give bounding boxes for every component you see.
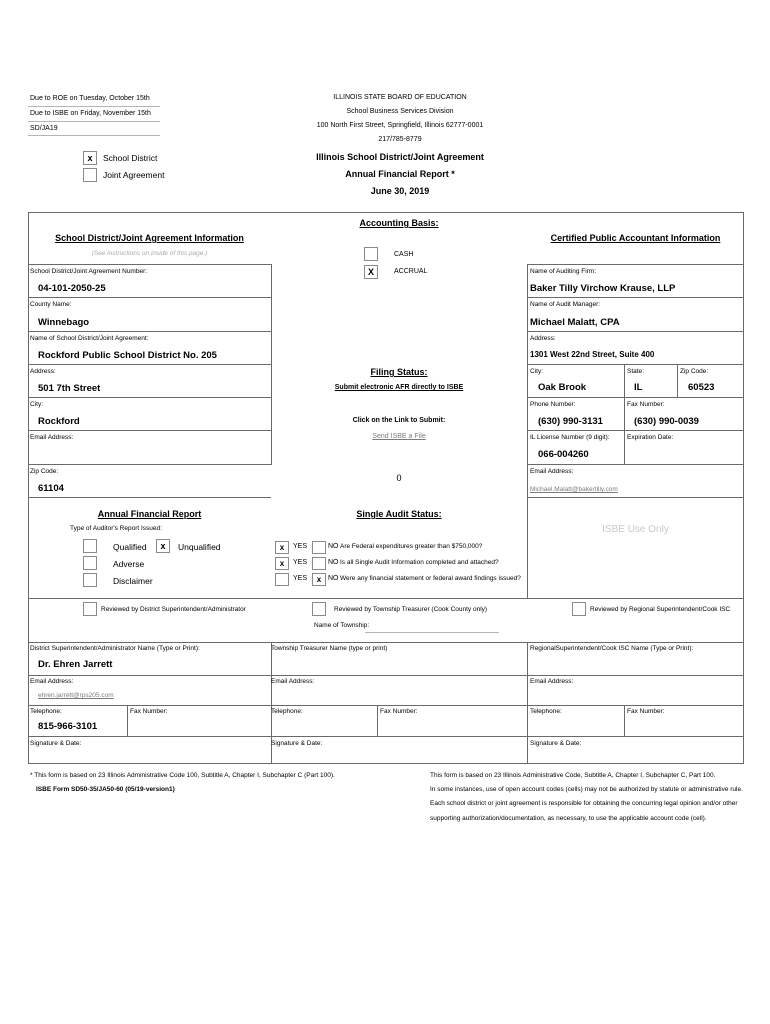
cpa-city-label: City: xyxy=(530,368,543,375)
isbe-use-only-label: ISBE Use Only xyxy=(602,524,669,535)
q2-question: Is all Single Audit Information completed and attached? xyxy=(340,559,499,566)
district-number-field[interactable]: 04-101-2050-25 xyxy=(38,283,106,294)
submit-instruction: Submit electronic AFR directly to ISBE xyxy=(334,384,464,391)
firm-field[interactable]: Baker Tilly Virchow Krause, LLP xyxy=(530,283,676,294)
county-field[interactable]: Winnebago xyxy=(38,317,90,328)
district-email-label: Email Address: xyxy=(30,434,74,441)
report-type-label: Type of Auditor's Report Issued: xyxy=(70,525,162,532)
superintendent-email-link[interactable]: ehren.jarrett@rps205.com xyxy=(38,692,114,699)
adverse-label: Adverse xyxy=(113,559,145,569)
division-name: School Business Services Division xyxy=(346,108,454,115)
regional-phone-label: Telephone: xyxy=(530,708,562,715)
superintendent-fax-label: Fax Number: xyxy=(130,708,168,715)
township-name-label: Name of Township: xyxy=(314,622,370,629)
unqualified-label: Unqualified xyxy=(178,542,221,552)
q2-no-checkbox[interactable] xyxy=(312,557,326,570)
cpa-email-link[interactable]: Michael.Malatt@bakertilly.com xyxy=(530,486,618,493)
district-city-field[interactable]: Rockford xyxy=(38,416,80,427)
click-link-text: Click on the Link to Submit: xyxy=(352,417,446,424)
q2-yes-checkbox[interactable]: x xyxy=(275,557,289,570)
accrual-label: ACCRUAL xyxy=(394,268,428,275)
township-email-label: Email Address: xyxy=(271,678,315,685)
q3-yes-checkbox[interactable] xyxy=(275,573,289,586)
main-form-frame xyxy=(28,212,744,764)
q1-no-checkbox[interactable] xyxy=(312,541,326,554)
manager-field[interactable]: Michael Malatt, CPA xyxy=(530,317,620,328)
cpa-address-label: Address: xyxy=(530,335,556,342)
school-district-label: School District xyxy=(103,153,158,163)
township-review-label: Reviewed by Township Treasurer (Cook County only) xyxy=(334,606,488,613)
qualified-checkbox[interactable] xyxy=(83,539,97,553)
township-phone-label: Telephone: xyxy=(271,708,303,715)
cash-checkbox[interactable] xyxy=(364,247,378,261)
footer-right-line2: In some instances, use of open account codes (cells) may not be authorized by statute or administrative rule. xyxy=(430,786,743,793)
cpa-state-label: State: xyxy=(627,368,644,375)
q2-yes-label: YES xyxy=(293,559,308,566)
q1-question: Are Federal expenditures greater than $750,000? xyxy=(340,543,483,550)
regional-fax-label: Fax Number: xyxy=(627,708,665,715)
disclaimer-label: Disclaimer xyxy=(113,576,153,586)
expiration-label: Expiration Date: xyxy=(627,434,674,441)
cpa-fax-field[interactable]: (630) 990-0039 xyxy=(634,416,699,427)
single-audit-heading: Single Audit Status: xyxy=(356,509,442,519)
footer-right-line1: This form is based on 23 Illinois Administrative Code, Subtitle A, Chapter I, Subchapter C, Part 100. xyxy=(430,772,716,779)
license-label: IL License Number (9 digit): xyxy=(530,434,610,441)
cpa-address-field[interactable]: 1301 West 22nd Street, Suite 400 xyxy=(530,350,655,359)
cpa-phone-field[interactable]: (630) 990-3131 xyxy=(538,416,603,427)
firm-label: Name of Auditing Firm: xyxy=(530,268,597,275)
q3-question: Were any financial statement or federal award findings issued? xyxy=(340,575,521,582)
district-review-checkbox[interactable] xyxy=(83,602,97,616)
form-title: Illinois School District/Joint Agreement xyxy=(316,152,484,162)
township-treasurer-name-label: Township Treasurer Name (type or print) xyxy=(271,645,388,652)
district-zip-label: Zip Code: xyxy=(30,468,59,475)
due-isbe-text: Due to ISBE on Friday, November 15th xyxy=(30,110,151,117)
agency-address: 100 North First Street, Springfield, Illinois 62777-0001 xyxy=(316,122,484,129)
q1-yes-checkbox[interactable]: x xyxy=(275,541,289,554)
accounting-basis-heading: Accounting Basis: xyxy=(359,218,439,228)
agency-phone: 217/785-8779 xyxy=(378,136,422,143)
superintendent-phone-label: Telephone: xyxy=(30,708,62,715)
q1-yes-label: YES xyxy=(293,543,308,550)
cpa-city-field[interactable]: Oak Brook xyxy=(538,382,587,393)
district-address-label: Address: xyxy=(30,368,56,375)
superintendent-email-label: Email Address: xyxy=(30,678,74,685)
township-review-checkbox[interactable] xyxy=(312,602,326,616)
joint-agreement-checkbox[interactable] xyxy=(83,168,97,182)
regional-review-label: Reviewed by Regional Superintendent/Cook ISC xyxy=(590,606,731,613)
superintendent-phone-field[interactable]: 815-966-3101 xyxy=(38,721,98,732)
q3-no-label: NO xyxy=(328,575,339,582)
regional-signature-label: Signature & Date: xyxy=(530,740,582,747)
qualified-label: Qualified xyxy=(113,542,147,552)
district-name-sig-label: District Superintendent/Administrator Name (Type or Print): xyxy=(30,645,200,652)
adverse-checkbox[interactable] xyxy=(83,556,97,570)
send-isbe-file-link[interactable]: Send ISBE a File xyxy=(372,433,426,440)
filing-status-heading: Filing Status: xyxy=(370,367,428,377)
cash-label: CASH xyxy=(394,251,414,258)
township-name-line[interactable] xyxy=(365,632,499,633)
cpa-email-label: Email Address: xyxy=(530,468,574,475)
district-zip-field[interactable]: 61104 xyxy=(38,483,64,494)
license-field[interactable]: 066-004260 xyxy=(538,449,589,460)
footer-right-line3: Each school district or joint agreement is responsible for obtaining the concurring legal opinion and/or other xyxy=(430,800,738,807)
district-review-label: Reviewed by District Superintendent/Administrator xyxy=(101,606,246,613)
form-subtitle: Annual Financial Report * xyxy=(345,169,455,179)
annual-report-heading: Annual Financial Report xyxy=(97,509,202,519)
superintendent-signature-label: Signature & Date: xyxy=(30,740,82,747)
instructions-note: (See instructions on inside of this page.) xyxy=(91,250,208,257)
school-district-checkbox[interactable]: x xyxy=(83,151,97,165)
district-address-field[interactable]: 501 7th Street xyxy=(38,383,101,394)
manager-label: Name of Audit Manager: xyxy=(530,301,601,308)
district-number-label: School District/Joint Agreement Number: xyxy=(30,268,148,275)
footer-right-line4: supporting authorization/documentation, as necessary, to use the applicable account code (cell). xyxy=(430,815,707,822)
cpa-zip-label: Zip Code: xyxy=(680,368,709,375)
district-city-label: City: xyxy=(30,401,43,408)
form-date: June 30, 2019 xyxy=(370,186,430,196)
disclaimer-checkbox[interactable] xyxy=(83,573,97,587)
form-id: ISBE Form SD50-35/JA50-60 (05/19-version1) xyxy=(36,786,175,793)
agency-name: ILLINOIS STATE BOARD OF EDUCATION xyxy=(333,94,467,101)
cpa-phone-label: Phone Number: xyxy=(530,401,576,408)
cpa-fax-label: Fax Number: xyxy=(627,401,665,408)
due-roe-text: Due to ROE on Tuesday, October 15th xyxy=(30,95,150,102)
q2-no-label: NO xyxy=(328,559,339,566)
regional-review-checkbox[interactable] xyxy=(572,602,586,616)
superintendent-name-field[interactable]: Dr. Ehren Jarrett xyxy=(38,659,113,670)
q3-no-checkbox[interactable]: x xyxy=(312,573,326,586)
district-name-field[interactable]: Rockford Public School District No. 205 xyxy=(38,350,217,361)
footer-note: * This form is based on 23 Illinois Administrative Code 100, Subtitle A, Chapter I, Subchapter C (Part 100). xyxy=(30,772,335,779)
township-signature-label: Signature & Date: xyxy=(271,740,323,747)
q3-yes-label: YES xyxy=(293,575,308,582)
cpa-state-field[interactable]: IL xyxy=(634,382,643,393)
form-code: SD/JA19 xyxy=(30,125,58,132)
regional-name-label: RegionalSuperintendent/Cook ISC Name (Type or Print): xyxy=(530,645,694,652)
township-fax-label: Fax Number: xyxy=(380,708,418,715)
cpa-info-heading: Certified Public Accountant Information xyxy=(550,233,721,243)
regional-email-label: Email Address: xyxy=(530,678,574,685)
unqualified-checkbox[interactable]: x xyxy=(156,539,170,553)
cpa-zip-field[interactable]: 60523 xyxy=(688,382,715,393)
county-label: County Name: xyxy=(30,301,72,308)
joint-agreement-label: Joint Agreement xyxy=(103,170,165,180)
district-info-heading: School District/Joint Agreement Information xyxy=(55,233,244,243)
filing-count: 0 xyxy=(396,473,402,483)
district-name-label: Name of School District/Joint Agreement: xyxy=(30,335,149,342)
q1-no-label: NO xyxy=(328,543,339,550)
accrual-checkbox[interactable]: X xyxy=(364,265,378,279)
